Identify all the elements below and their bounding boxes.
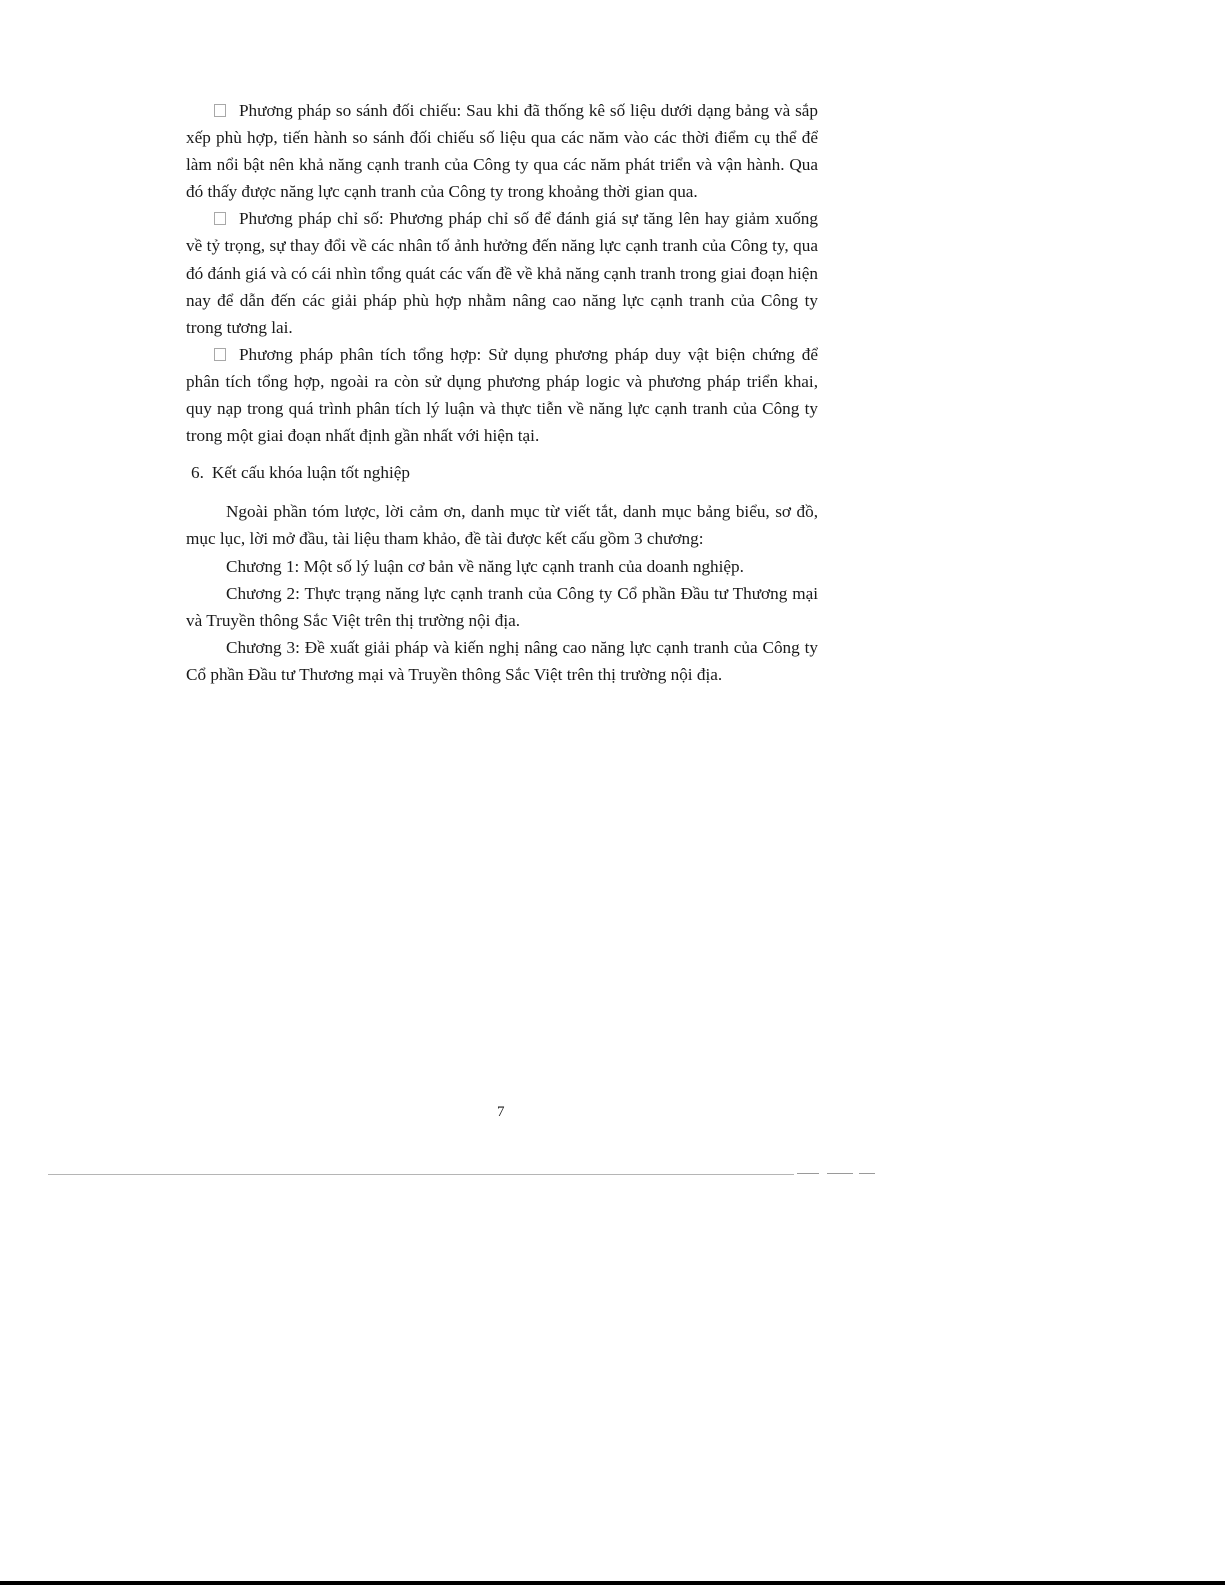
section-heading <box>191 459 818 486</box>
chapter-3-paragraph: Chương 3: Đề xuất giải pháp và kiến nghị nâng cao năng lực cạnh tranh của Công ty Cổ phần Đầu tư Thương mại và Truyền thông Sắc Việt trên thị trường nội địa. <box>186 637 818 684</box>
page-number: 7 <box>497 1104 505 1120</box>
bottom-edge-bar <box>0 1581 1225 1585</box>
bullet-square-icon <box>214 104 226 117</box>
section-number: 6. <box>191 463 204 483</box>
footer-dash-marks <box>797 1173 881 1176</box>
bullet-paragraph-index <box>186 205 818 340</box>
chapter-1-paragraph: Chương 1: Một số lý luận cơ bản về năng lực cạnh tranh của doanh nghiệp. <box>226 556 744 576</box>
structure-intro-paragraph: Ngoài phần tóm lược, lời cảm ơn, danh mục từ viết tắt, danh mục bảng biểu, sơ đồ, mục lục, lời mở đầu, tài liệu tham khảo, đề tài được kết cấu gồm 3 chương: <box>186 502 818 549</box>
paragraph-text: Phương pháp so sánh đối chiếu: Sau khi đã thống kê số liệu dưới dạng bảng và sắp xếp phù hợp, tiến hành so sánh đối chiếu số liệu qua các năm vào các thời điểm cụ thể để làm nổi bật nên khả năng cạnh tranh của Công ty qua các năm phát triển và vận hành. Qua đó thấy được năng lực cạnh tranh của Công ty trong khoảng thời gian qua. <box>186 101 818 202</box>
bullet-paragraph-comparison <box>186 97 818 205</box>
bullet-square-icon <box>214 212 226 225</box>
bullet-paragraph-synthesis <box>186 341 818 449</box>
bullet-square-icon <box>214 348 226 361</box>
paragraph-text: Phương pháp chỉ số: Phương pháp chỉ số để đánh giá sự tăng lên hay giảm xuống về tỷ trọng, sự thay đổi về các nhân tố ảnh hưởng đến năng lực cạnh tranh của Công ty, qua đó đánh giá và có cái nhìn tổng quát các vấn đề về khả năng cạnh tranh trong giai đoạn hiện nay để dẫn đến các giải pháp phù hợp nhằm nâng cao năng lực cạnh tranh của Công ty trong tương lai. <box>186 209 818 337</box>
section-title: Kết cấu khóa luận tốt nghiệp <box>211 463 410 483</box>
chapter-2-paragraph: Chương 2: Thực trạng năng lực cạnh tranh của Công ty Cổ phần Đầu tư Thương mại và Truyền thông Sắc Việt trên thị trường nội địa. <box>186 583 818 630</box>
paragraph-text: Phương pháp phân tích tổng hợp: Sử dụng phương pháp duy vật biện chứng để phân tích tổng hợp, ngoài ra còn sử dụng phương pháp logic và phương pháp triển khai, quy nạp trong quá trình phân tích lý luận và thực tiễn về năng lực cạnh tranh của Công ty trong một giai đoạn nhất định gần nhất với hiện tại. <box>186 344 818 446</box>
document-body <box>186 97 818 688</box>
footer-divider <box>48 1174 794 1175</box>
